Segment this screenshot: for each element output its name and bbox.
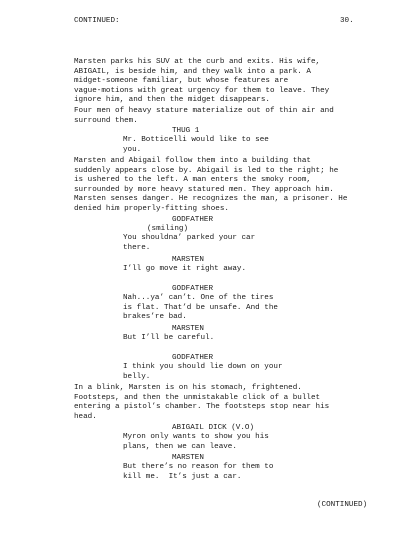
character-name: THUG 1: [172, 127, 200, 135]
action-line: Four men of heavy stature materialize out of thin air and surround them.: [74, 107, 334, 125]
continued-footer: (CONTINUED): [317, 501, 368, 509]
action-line: Marsten parks his SUV at the curb and exits. His wife, ABIGAIL, is beside him, and they walk into a park. A midget-someone familiar, but whose features are vague-motions with great urgency for them to leave. They ignore him, and then the midget disappears.: [74, 58, 330, 105]
dialogue: Myron only wants to show you his plans, then we can leave.: [123, 433, 269, 451]
character-name: GODFATHER: [172, 216, 214, 224]
dialogue: Nah...ya’ can’t. One of the tires is flat. That’d be unsafe. And the brakes’re bad.: [123, 294, 278, 322]
dialogue: I’ll go move it right away.: [123, 265, 247, 273]
dialogue: But I’ll be careful.: [123, 334, 215, 342]
action-line: Marsten and Abigail follow them into a building that suddenly appears close by. Abigail is led to the right; he is ushered to the left. A man enters the smoky room, surrounded by more heavy statured men. They approach him. Marsten senses danger. He recognizes the man, a prisoner. He denied him properly-fitting shoes.: [74, 157, 348, 213]
parenthetical: (smiling): [147, 225, 189, 233]
continued-header: CONTINUED:: [74, 17, 120, 25]
dialogue: Mr. Botticelli would like to see you.: [123, 136, 269, 154]
character-name: GODFATHER: [172, 285, 214, 293]
page-number: 30.: [340, 17, 354, 25]
dialogue: You shouldna’ parked your car there.: [123, 234, 256, 252]
character-name: MARSTEN: [172, 454, 204, 462]
character-name: ABIGAIL DICK (V.O): [172, 424, 255, 432]
dialogue: But there’s no reason for them to kill me. It’s just a car.: [123, 463, 274, 481]
character-name: MARSTEN: [172, 256, 204, 264]
dialogue: I think you should lie down on your belly.: [123, 363, 283, 381]
character-name: GODFATHER: [172, 354, 214, 362]
action-line: In a blink, Marsten is on his stomach, frightened. Footsteps, and then the unmistakable click of a bullet entering a pistol’s chamber. The footsteps stop near his head.: [74, 384, 330, 421]
character-name: MARSTEN: [172, 325, 204, 333]
